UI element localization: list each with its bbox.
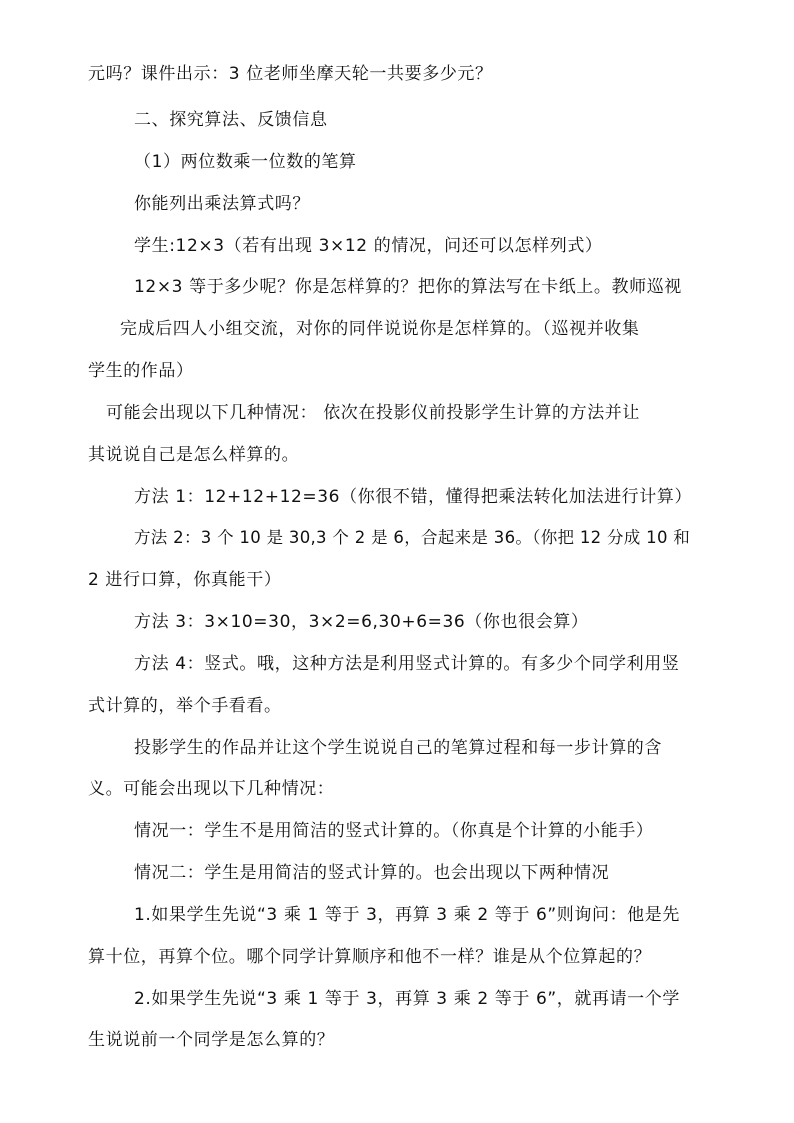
text-line: 生说说前一个同学是怎么算的？ [88,1030,335,1050]
method-line: 方法 3：3×10=30，3×2=6,30+6=36（你也很会算） [134,612,589,632]
text-line: 2.如果学生先说“3 乘 1 等于 3，再算 3 乘 2 等于 6”，就再请一个学 [134,989,680,1009]
method-line: 方法 2：3 个 10 是 30,3 个 2 是 6，合起来是 36。（你把 12 分成 10 和 [134,528,691,547]
text-line: 元吗？课件出示：3 位老师坐摩天轮一共要多少元？ [88,64,493,84]
text-line: 学生:12×3（若有出现 3×12 的情况，问还可以怎样列式） [134,236,603,256]
text-line: 1.如果学生先说“3 乘 1 等于 3，再算 3 乘 2 等于 6”则询问：他是先 [134,905,680,925]
case-line: 情况一：学生不是用简洁的竖式计算的。（你真是个计算的小能手） [134,821,654,841]
text-line: 义。可能会出现以下几种情况： [88,779,335,799]
text-line: 12×3 等于多少呢？你是怎样算的？把你的算法写在卡纸上。教师巡视 [134,277,682,297]
method-line: 方法 4：竖式。哦，这种方法是利用竖式计算的。有多少个同学利用竖 [134,654,680,674]
case-line: 情况二：学生是用简洁的竖式计算的。也会出现以下两种情况 [134,863,610,883]
text-line: 学生的作品） [88,361,194,381]
text-line: 可能会出现以下几种情况： 依次在投影仪前投影学生计算的方法并让 [106,403,641,423]
section-heading: 二、探究算法、反馈信息 [134,110,328,130]
text-line: 完成后四人小组交流，对你的同伴说说你是怎样算的。（巡视并收集 [120,319,640,339]
text-line: 其说说自己是怎么样算的。 [88,445,300,465]
text-line: 2 进行口算，你真能干） [88,570,282,590]
text-line: 你能列出乘法算式吗？ [134,194,310,214]
text-line: 算十位，再算个位。哪个同学计算顺序和他不一样？谁是从个位算起的？ [88,947,652,967]
text-line: 式计算的，举个手看看。 [88,696,282,716]
text-line: 投影学生的作品并让这个学生说说自己的笔算过程和每一步计算的含 [134,738,662,758]
method-line: 方法 1：12+12+12=36（你很不错，懂得把乘法转化加法进行计算） [134,487,693,507]
subsection-heading: （1）两位数乘一位数的笔算 [134,152,357,172]
